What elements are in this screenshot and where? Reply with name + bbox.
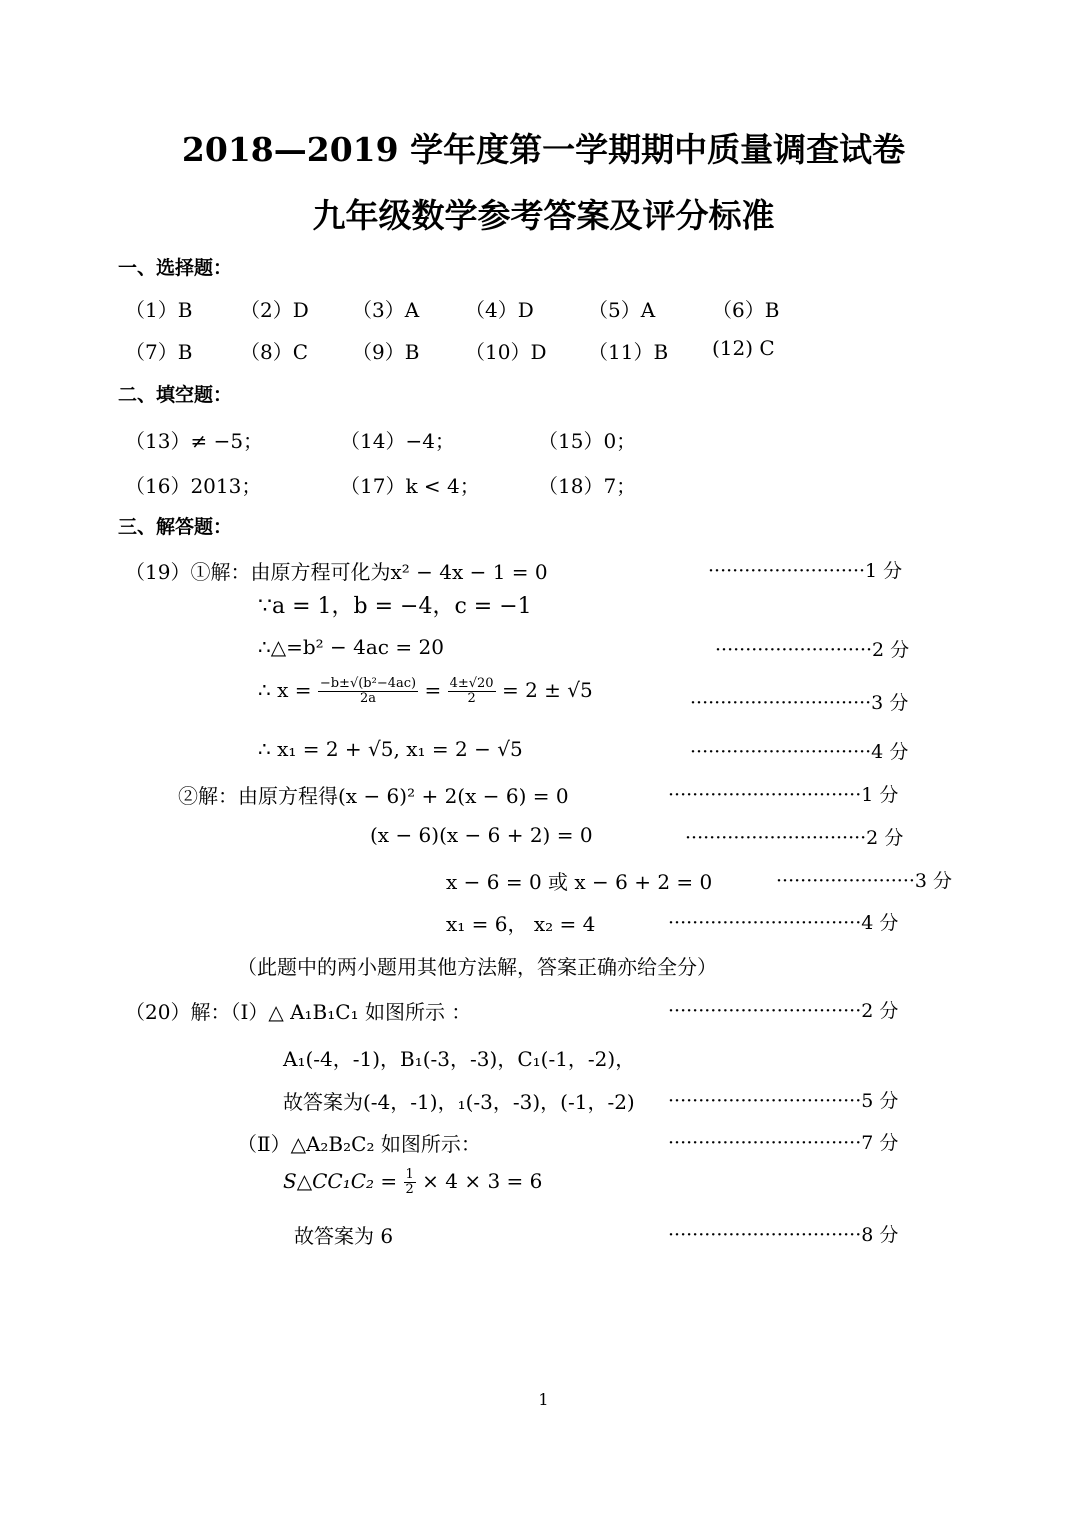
q19-line-3: ∴△=b² − 4ac = 20 bbox=[258, 635, 444, 659]
fraction-denominator: 2a bbox=[359, 691, 376, 706]
choice-answer: （9）B bbox=[352, 340, 420, 364]
choice-answer: （11）B bbox=[588, 340, 669, 364]
score-points: ··························2 分 bbox=[715, 639, 910, 661]
q19-l4-result: = 2 ± √5 bbox=[501, 678, 593, 702]
choice-answer: （2）D bbox=[240, 298, 309, 322]
q20-line-3: 故答案为(-4，-1)，₁(-3，-3)，(-1，-2) bbox=[283, 1090, 635, 1114]
fraction bbox=[448, 677, 496, 706]
choice-answer: （4）D bbox=[465, 298, 534, 322]
choice-answer: （6）B bbox=[712, 298, 780, 322]
q19-line-1: （19）①解：由原方程可化为x² − 4x − 1 = 0 bbox=[125, 560, 548, 584]
q19-line-6: ②解：由原方程得(x − 6)² + 2(x − 6) = 0 bbox=[178, 784, 569, 808]
q20-line-6: 故答案为 6 bbox=[294, 1224, 394, 1248]
fraction bbox=[318, 677, 418, 706]
document-title: 2018—2019 学年度第一学期期中质量调查试卷 bbox=[181, 130, 906, 169]
document-subtitle: 九年级数学参考答案及评分标准 bbox=[312, 196, 775, 235]
q19-note: （此题中的两小题用其他方法解，答案正确亦给全分） bbox=[237, 955, 717, 979]
score-points: ································4 分 bbox=[668, 912, 899, 934]
fraction-denominator: 2 bbox=[467, 691, 476, 706]
fill-answer: （15）0； bbox=[538, 429, 637, 453]
fraction-denominator: 2 bbox=[405, 1182, 414, 1197]
q19-line-4 bbox=[258, 677, 593, 706]
q19-line-7: (x − 6)(x − 6 + 2) = 0 bbox=[370, 823, 593, 847]
section-heading-fill: 二、填空题： bbox=[118, 384, 233, 406]
score-points: ································8 分 bbox=[668, 1224, 899, 1246]
score-points: ································5 分 bbox=[668, 1090, 899, 1112]
fill-answer: （13）≠ −5； bbox=[125, 429, 264, 453]
q19-line-9: x₁ = 6， x₂ = 4 bbox=[446, 912, 596, 936]
page-number: 1 bbox=[538, 1390, 549, 1409]
fill-answer: （16）2013； bbox=[125, 474, 262, 498]
score-points: ······························2 分 bbox=[685, 827, 904, 849]
fraction-numerator: 1 bbox=[405, 1167, 414, 1182]
choice-answer: （7）B bbox=[125, 340, 193, 364]
section-heading-solve: 三、解答题： bbox=[118, 516, 233, 538]
q20-l5-result: × 4 × 3 = 6 bbox=[422, 1169, 543, 1193]
q20-l5-prefix: S△CC₁C₂ = bbox=[283, 1169, 398, 1193]
score-points: ·······················3 分 bbox=[776, 870, 953, 892]
q19-line-2: ∵a = 1，b = −4，c = −1 bbox=[258, 594, 532, 619]
choice-answer: （1）B bbox=[125, 298, 193, 322]
q19-line-8: x − 6 = 0 或 x − 6 + 2 = 0 bbox=[446, 870, 713, 894]
score-points: ································7 分 bbox=[668, 1132, 899, 1154]
fill-answer: （17）k < 4； bbox=[340, 474, 480, 498]
q19-l4-prefix: ∴ x = bbox=[258, 678, 312, 702]
choice-answer: （5）A bbox=[588, 298, 656, 322]
q19-line-5: ∴ x₁ = 2 + √5, x₁ = 2 − √5 bbox=[258, 737, 523, 761]
score-points: ··························1 分 bbox=[708, 560, 903, 582]
fill-answer: （18）7； bbox=[538, 474, 637, 498]
score-points: ······························3 分 bbox=[690, 692, 909, 714]
equals-sign: = bbox=[424, 678, 442, 702]
q20-line-2: A₁(-4，-1)，B₁(-3，-3)，C₁(-1，-2)， bbox=[283, 1047, 636, 1071]
fill-answer: （14）−4； bbox=[340, 429, 455, 453]
score-points: ······························4 分 bbox=[690, 741, 909, 763]
fraction-numerator: −b±√(b²−4ac) bbox=[319, 676, 417, 691]
choice-answer: （10）D bbox=[465, 340, 547, 364]
fraction bbox=[404, 1168, 416, 1197]
section-heading-choice: 一、选择题： bbox=[118, 257, 233, 279]
q20-line-4: （Ⅱ）△A₂B₂C₂ 如图所示： bbox=[237, 1132, 481, 1156]
choice-answer: （8）C bbox=[240, 340, 309, 364]
score-points: ································1 分 bbox=[668, 784, 899, 806]
fraction-numerator: 4±√20 bbox=[449, 676, 494, 691]
q20-line-1: （20）解：（Ⅰ）△ A₁B₁C₁ 如图所示 ： bbox=[125, 1000, 472, 1024]
choice-answer: (12) C bbox=[712, 336, 775, 360]
choice-answer: （3）A bbox=[352, 298, 420, 322]
score-points: ································2 分 bbox=[668, 1000, 899, 1022]
q20-line-5 bbox=[283, 1168, 542, 1197]
